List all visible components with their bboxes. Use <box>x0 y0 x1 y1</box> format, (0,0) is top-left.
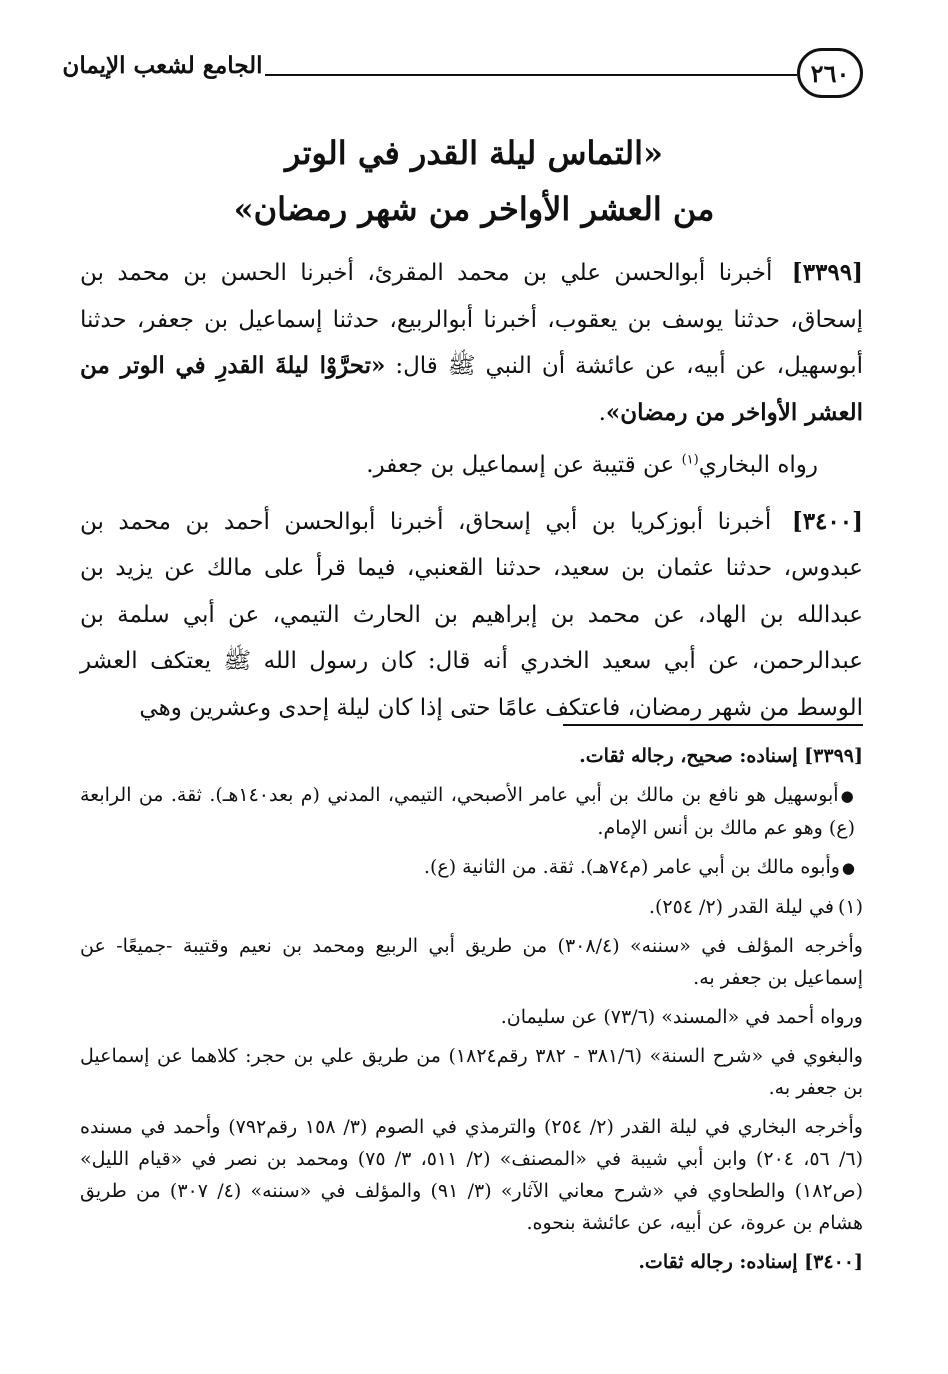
chapter-title-line-1: «التماس ليلة القدر في الوتر <box>284 134 664 172</box>
footnote-3399-head: [٣٣٩٩] إسناده: صحيح، رجاله ثقات. <box>579 745 863 767</box>
bullet-icon: ● <box>840 787 855 805</box>
chapter-title <box>80 125 868 237</box>
footnote-bullet <box>80 851 863 884</box>
footnote-marker[interactable]: (١) <box>681 452 699 468</box>
footnote-paragraph: وأخرجه المؤلف في «سننه» (٣٠٨/٤) من طريق أبي الربيع ومحمد بن نعيم وقتيبة -جميعًا- عن إسماعيل بن جعفر به. <box>80 935 863 989</box>
footnote-bullet <box>80 779 863 844</box>
hadith-matn: «تحرَّوْا ليلةَ القدرِ في الوتر من العشر الأواخر من رمضان» <box>80 352 863 426</box>
narration-prefix: رواه البخاري <box>698 452 818 478</box>
bullet-text: وأبوه مالك بن أبي عامر (م٧٤هـ). ثقة. من الثانية (ع). <box>423 856 840 878</box>
hadith-text: أخبرنا أبوزكريا بن أبي إسحاق، أخبرنا أبوالحسن أحمد بن محمد بن عبدوس، حدثنا عثمان بن سعيد، حدثنا القعنبي، فيما قرأ على مالك عن يزيد بن عبدالله بن الهاد، عن محمد بن إبراهيم بن الحارث التيمي، عن أبي سلمة بن عبدالرحمن، عن أبي سعيد الخدري أنه قال: كان رسول الله ﷺ يعتكف العشر الوسط من شهر رمضان، فاعتكف عامًا حتى إذا كان ليلة إحدى وعشرين وهي <box>80 508 863 721</box>
footnote-1-text: في ليلة القدر (٢/ ٢٥٤). <box>648 896 834 918</box>
footnote-1 <box>80 891 863 923</box>
hadith-isnad: أخبرنا أبوالحسن علي بن محمد المقرئ، أخبرنا الحسن بن محمد بن إسحاق، حدثنا يوسف بن يعقوب، أخبرنا أبوالربيع، حدثنا إسماعيل بن جعفر، حدثنا أبوسهيل، عن أبيه، عن عائشة أن النبي ﷺ قال: <box>80 260 863 379</box>
header-rule <box>265 74 797 76</box>
footnote-separator <box>563 724 863 726</box>
main-text <box>80 250 863 731</box>
footnote-3400-head: [٣٤٠٠] إسناده: رجاله ثقات. <box>638 1251 863 1273</box>
hadith-end: . <box>598 399 606 426</box>
footnote-label: (١) <box>837 896 863 918</box>
hadith-3400 <box>80 499 863 732</box>
hadith-3399 <box>80 250 863 436</box>
footnote-paragraph: والبغوي في «شرح السنة» (٣٨١/٦ - ٣٨٢ رقم١٨٢٤) من طريق علي بن حجر: كلاهما عن إسماعيل بن جعفر به. <box>80 1045 863 1099</box>
hadith-number: [٣٣٩٩] <box>791 259 863 286</box>
page-number: ٢٦٠ <box>797 48 863 98</box>
footnotes <box>80 740 863 1285</box>
bullet-text: أبوسهيل هو نافع بن مالك بن أبي عامر الأصبحي، التيمي، المدني (م بعد١٤٠هـ). ثقة. من الرابعة (ع) وهو عم مالك بن أنس الإمام. <box>80 784 855 839</box>
footnote-paragraph: وأخرجه البخاري في ليلة القدر (٢/ ٢٥٤) والترمذي في الصوم (٣/ ١٥٨ رقم٧٩٢) وأحمد في مسنده (٦/ ٥٦، ٢٠٤) وابن أبي شيبة في «المصنف» (٢/ ٥١١، ٣/ ٧٥) ومحمد بن نصر في «قيام الليل» (ص١٨٢) والطحاوي في «شرح معاني الآثار» (٣/ ٩١) والمؤلف في «سننه» (٤/ ٣٠٧) من طريق هشام بن عروة، عن أبيه، عن عائشة بنحوه. <box>80 1116 864 1234</box>
page-header <box>60 40 863 110</box>
bullet-icon: ● <box>841 859 855 877</box>
hadith-number: [٣٤٠٠] <box>791 507 864 535</box>
narration-line <box>80 442 863 489</box>
chapter-title-line-2: من العشر الأواخر من شهر رمضان» <box>233 190 715 228</box>
running-title: الجامع لشعب الإيمان <box>62 52 263 79</box>
footnote-paragraph: ورواه أحمد في «المسند» (٧٣/٦) عن سليمان. <box>500 1006 863 1028</box>
narration-suffix: عن قتيبة عن إسماعيل بن جعفر. <box>366 452 682 478</box>
